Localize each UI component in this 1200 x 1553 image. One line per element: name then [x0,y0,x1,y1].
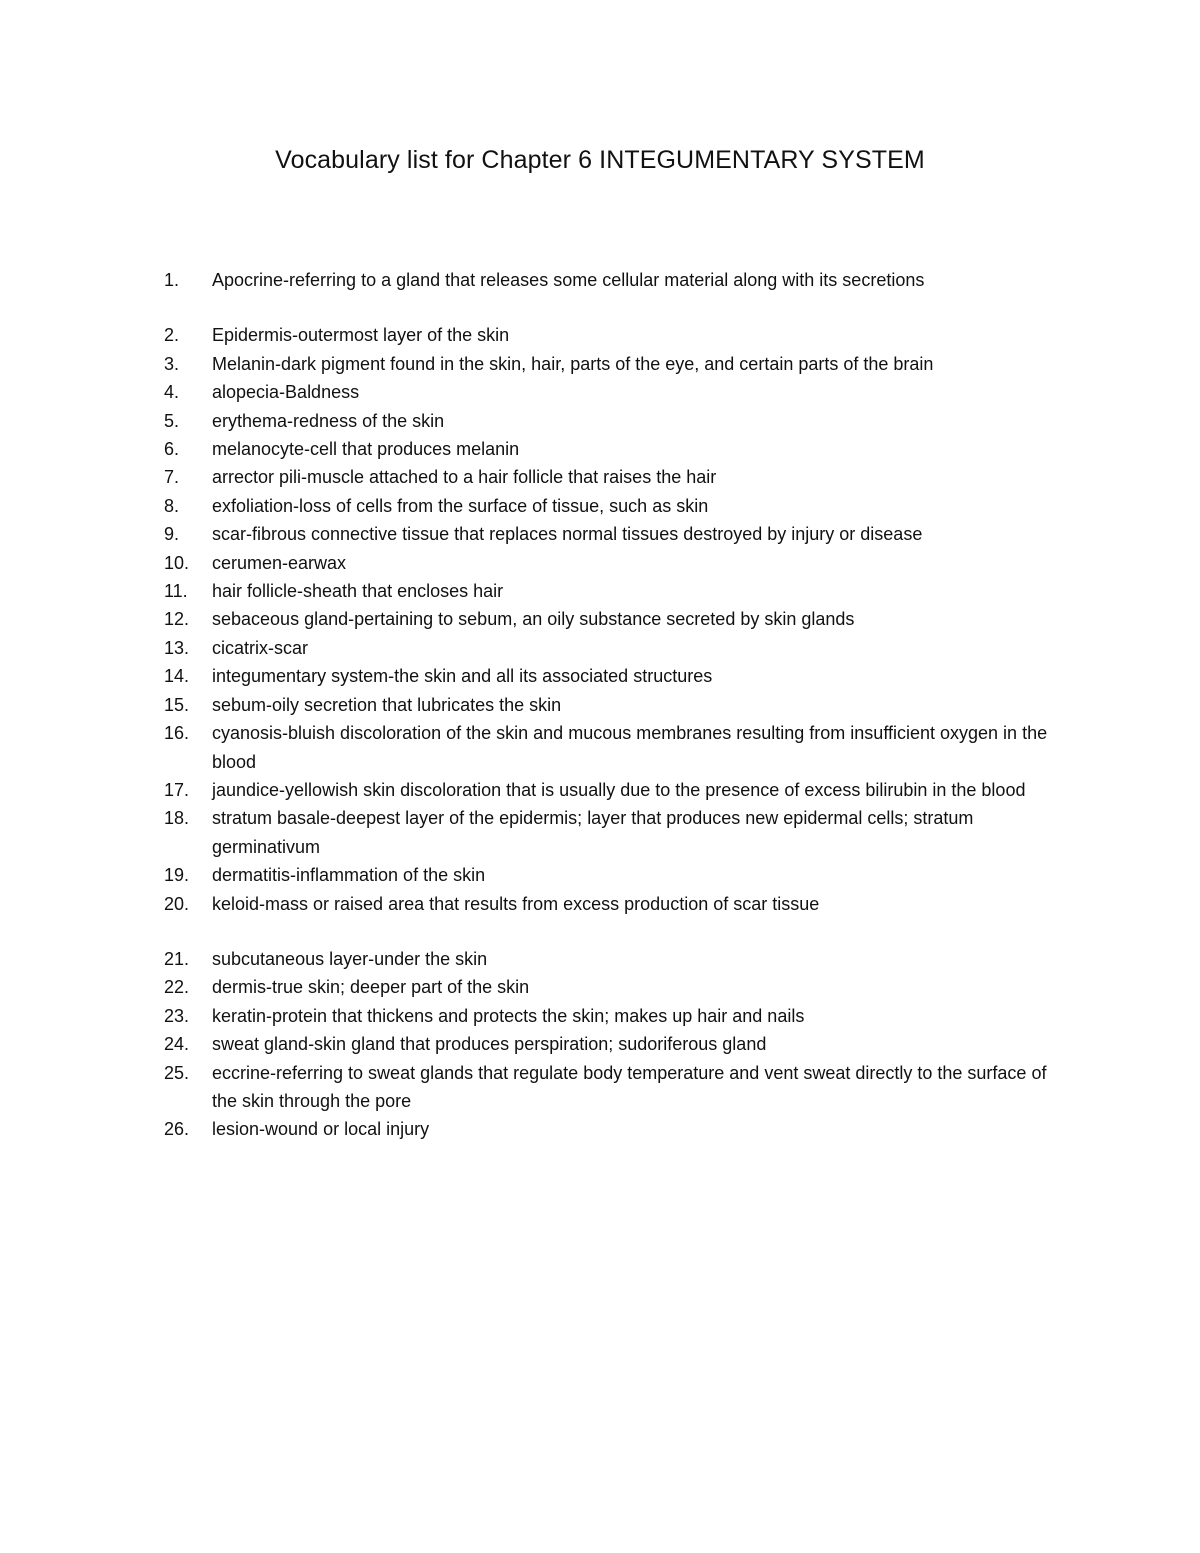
item-text: Melanin-dark pigment found in the skin, hair, parts of the eye, and certain parts of the brain [212,353,934,374]
list-item [164,890,1064,918]
list-item [164,1030,1064,1058]
item-number: 3. [164,353,180,374]
item-number: 4. [164,382,180,403]
item-text: dermatitis-inflammation of the skin [212,865,486,886]
list-item [164,662,1064,690]
item-text: Apocrine-referring to a gland that releases some cellular material along with its secretions [212,270,925,290]
list-item [164,1059,1064,1116]
item-number: 22. [164,977,190,998]
list-item [164,804,1064,861]
item-text: integumentary system-the skin and all its associated structures [212,666,713,687]
vocabulary-list [164,266,1064,1144]
list-item [164,435,1064,463]
item-text: Epidermis-outermost layer of the skin [212,325,510,346]
list-item [164,549,1064,577]
item-number: 17. [164,779,190,800]
list-item [164,1115,1064,1143]
list-item [164,321,1064,349]
list-item [164,520,1064,548]
list-item [164,350,1064,378]
list-item [164,463,1064,491]
item-number: 24. [164,1034,190,1055]
item-text: erythema-redness of the skin [212,410,445,431]
list-item [164,605,1064,633]
item-number: 15. [164,694,190,715]
item-number: 7. [164,467,180,488]
list-item [164,1002,1064,1030]
page-title: Vocabulary list for Chapter 6 INTEGUMENTARY SYSTEM [275,146,925,174]
item-text: arrector pili-muscle attached to a hair follicle that raises the hair [212,467,717,488]
list-item [164,776,1064,804]
item-text: keratin-protein that thickens and protects the skin; makes up hair and nails [212,1005,805,1026]
item-number: 25. [164,1062,190,1083]
item-number: 16. [164,723,190,744]
item-text: sebum-oily secretion that lubricates the skin [212,694,562,715]
item-number: 11. [164,581,188,602]
item-number: 9. [164,524,180,545]
item-number: 20. [164,893,190,914]
item-text: sweat gland-skin gland that produces perspiration; sudoriferous gland [212,1034,767,1055]
item-number: 23. [164,1005,190,1026]
list-item [164,634,1064,662]
item-text: cicatrix-scar [212,637,309,658]
item-number: 10. [164,552,190,573]
list-item [164,266,1064,294]
item-text: subcutaneous layer-under the skin [212,948,488,969]
item-text: hair follicle-sheath that encloses hair [212,581,504,602]
item-number: 13. [164,637,190,658]
list-item [164,973,1064,1001]
item-number: 18. [164,808,190,829]
item-text: scar-fibrous connective tissue that replaces normal tissues destroyed by injury or disease [212,524,923,545]
list-item [164,378,1064,406]
item-text: keloid-mass or raised area that results from excess production of scar tissue [212,893,820,914]
list-item [164,407,1064,435]
item-number: 21. [164,948,190,969]
item-text: lesion-wound or local injury [212,1119,430,1140]
item-text: jaundice-yellowish skin discoloration that is usually due to the presence of excess bilirubin in the blood [212,779,1026,800]
list-item [164,577,1064,605]
list-item [164,492,1064,520]
item-text: cerumen-earwax [212,552,347,573]
item-number: 12. [164,609,190,630]
list-item [164,945,1064,973]
item-number: 26. [164,1119,190,1140]
item-number: 6. [164,439,180,460]
list-item [164,861,1064,889]
item-number: 8. [164,495,180,516]
item-number: 1. [164,270,180,290]
item-text: eccrine-referring to sweat glands that regulate body temperature and vent sweat directly to the surface of the skin through the pore [212,1062,1047,1111]
item-number: 2. [164,325,180,346]
item-text: melanocyte-cell that produces melanin [212,439,520,460]
item-text: stratum basale-deepest layer of the epidermis; layer that produces new epidermal cells; stratum germinativum [212,808,974,857]
list-item [164,719,1064,776]
item-text: exfoliation-loss of cells from the surface of tissue, such as skin [212,495,709,516]
item-number: 14. [164,666,190,687]
item-number: 19. [164,865,190,886]
item-text: cyanosis-bluish discoloration of the skin and mucous membranes resulting from insufficient oxygen in the blood [212,723,1048,772]
item-number: 5. [164,410,180,431]
item-text: alopecia-Baldness [212,382,360,403]
item-text: sebaceous gland-pertaining to sebum, an oily substance secreted by skin glands [212,609,855,630]
list-item [164,691,1064,719]
item-text: dermis-true skin; deeper part of the skin [212,977,530,998]
